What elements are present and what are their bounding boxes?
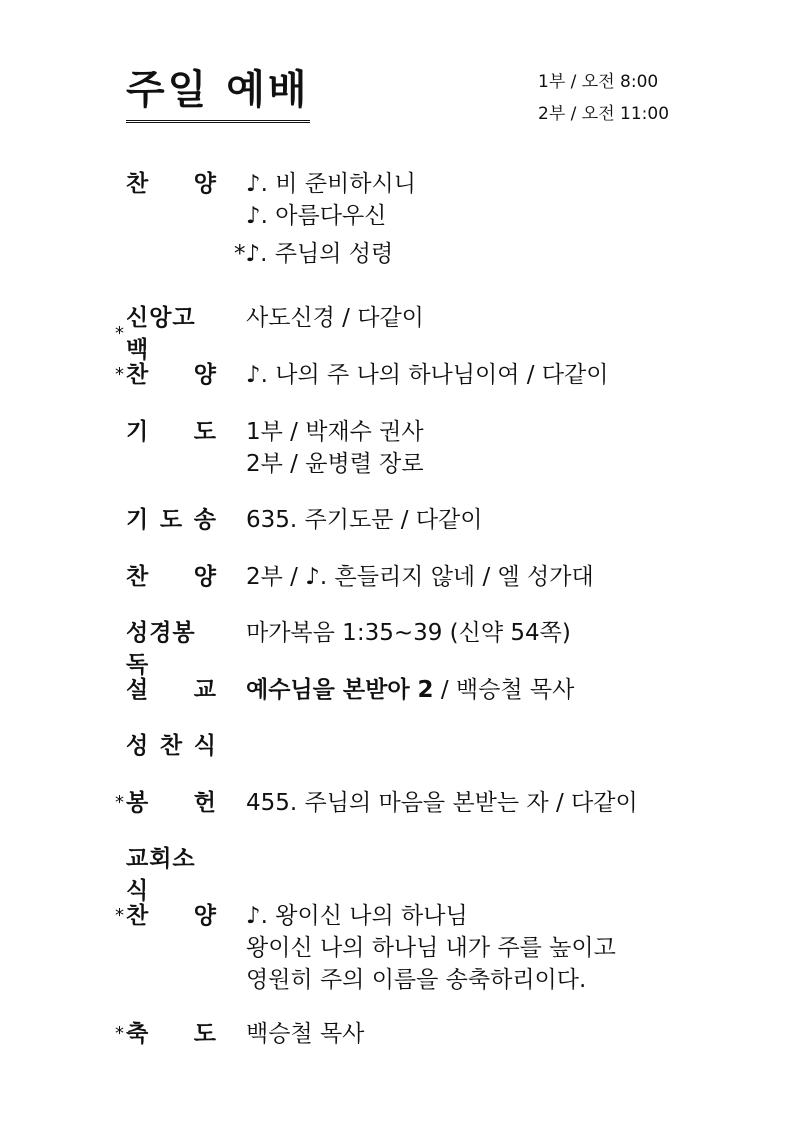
- order-label: [110, 302, 216, 366]
- order-content: [234, 168, 416, 270]
- label-text: 설 교: [126, 677, 216, 703]
- content-line: ♪. 나의 주 나의 하나님이여 / 다같이: [246, 362, 609, 388]
- standing-mark: *: [115, 1023, 124, 1044]
- order-label: [110, 617, 216, 681]
- label-text: 찬 양: [126, 362, 216, 388]
- content-line: 사도신경 / 다같이: [246, 305, 424, 331]
- content-line: ♪. 아름다우신: [246, 203, 387, 229]
- order-label: [110, 359, 216, 391]
- order-content: [246, 561, 594, 593]
- order-content: [246, 504, 482, 536]
- order-label: [110, 674, 216, 706]
- label-text: 찬 양: [126, 903, 216, 929]
- page-title: 주일 예배: [126, 62, 310, 123]
- order-label: [110, 504, 216, 536]
- order-content: [246, 674, 574, 706]
- order-content: [246, 359, 608, 391]
- label-text: 기 도 송: [126, 507, 216, 533]
- label-text: 신앙고백: [126, 305, 196, 363]
- standing-mark: *: [115, 792, 124, 813]
- order-content: [246, 1018, 364, 1050]
- standing-mark: *: [115, 364, 124, 385]
- order-label: [110, 787, 216, 819]
- content-line: 635. 주기도문 / 다같이: [246, 507, 483, 533]
- order-content: [246, 302, 424, 334]
- sermon-title: 예수님을 본받아 2: [246, 677, 434, 703]
- service-time-2: 2부 / 오전 11:00: [538, 104, 670, 124]
- label-text: 기 도: [126, 419, 216, 445]
- content-line: 영원히 주의 이름을 송축하리이다.: [246, 967, 587, 993]
- content-line: *♪. 주님의 성령: [234, 241, 394, 267]
- order-label: [110, 900, 216, 932]
- sermon-speaker: / 백승철 목사: [433, 677, 575, 703]
- service-time-1: 1부 / 오전 8:00: [538, 72, 659, 92]
- order-content: [246, 900, 616, 996]
- label-text: 찬 양: [126, 564, 216, 590]
- label-text: 교회소식: [126, 846, 196, 904]
- content-line: 455. 주님의 마음을 본받는 자 / 다같이: [246, 790, 638, 816]
- label-text: 성 찬 식: [126, 733, 216, 759]
- order-label: [110, 416, 216, 448]
- order-label: [110, 730, 216, 762]
- standing-mark: *: [115, 323, 124, 344]
- label-text: 찬 양: [126, 171, 216, 197]
- order-label: [110, 1018, 216, 1050]
- service-times: [538, 66, 669, 130]
- label-text: 성경봉독: [126, 620, 196, 678]
- content-line: 마가복음 1:35~39 (신약 54쪽): [246, 620, 571, 646]
- content-line: 2부 / 윤병렬 장로: [246, 451, 424, 477]
- order-label: [110, 561, 216, 593]
- content-line: 왕이신 나의 하나님 내가 주를 높이고: [246, 935, 616, 961]
- content-line: 백승철 목사: [246, 1021, 365, 1047]
- content-line: [246, 674, 574, 706]
- content-line: ♪. 왕이신 나의 하나님: [246, 903, 468, 929]
- order-content: [246, 416, 424, 480]
- label-text: 축 도: [126, 1021, 216, 1047]
- content-line: 2부 / ♪. 흔들리지 않네 / 엘 성가대: [246, 564, 594, 590]
- standing-mark: *: [115, 905, 124, 926]
- order-content: [246, 617, 571, 649]
- content-line: 1부 / 박재수 권사: [246, 419, 424, 445]
- content-line: ♪. 비 준비하시니: [246, 171, 416, 197]
- label-text: 봉 헌: [126, 790, 216, 816]
- order-content: [246, 787, 638, 819]
- order-label: [110, 168, 216, 200]
- order-label: [110, 843, 216, 907]
